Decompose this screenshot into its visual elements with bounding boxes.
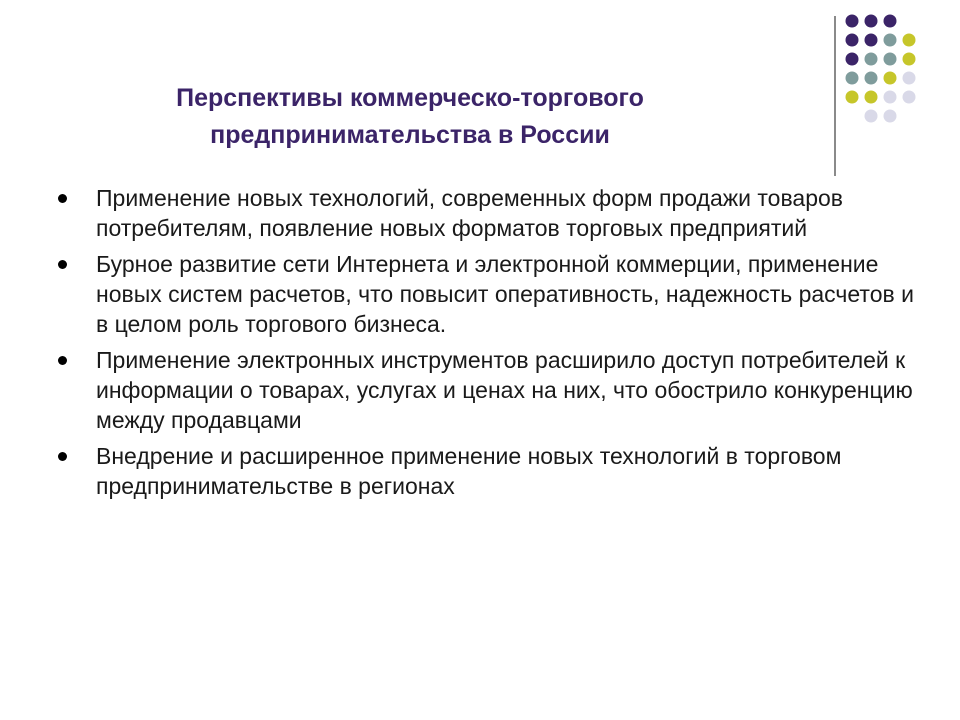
title-line-1: Перспективы коммерческо-торгового (176, 84, 644, 112)
title-line-2: предпринимательства в России (210, 121, 610, 149)
decor-dot (903, 53, 916, 66)
bullet-dot-icon (58, 260, 67, 269)
decor-dot (884, 15, 897, 28)
decor-dot (865, 72, 878, 85)
bullet-item-4 (58, 441, 918, 501)
decor-dot (903, 72, 916, 85)
decor-dot (884, 110, 897, 123)
bullet-dot-icon (58, 452, 67, 461)
decor-dot (865, 34, 878, 47)
decor-dot (865, 110, 878, 123)
bullet-dot-icon (58, 194, 67, 203)
decor-dot (846, 53, 859, 66)
decor-dot (865, 91, 878, 104)
decor-dot (884, 91, 897, 104)
decor-dot (846, 34, 859, 47)
bullet-list (58, 183, 918, 507)
bullet-dot-icon (58, 356, 67, 365)
bullet-text-4: Внедрение и расширенное применение новых технологий в торговом предпринимательстве в регионах (96, 443, 842, 499)
decorative-vertical-rule (834, 16, 836, 176)
decor-dot (865, 15, 878, 28)
bullet-text-1: Применение новых технологий, современных форм продажи товаров потребителям, появление новых форматов торговых предприятий (96, 185, 843, 241)
decor-dot (884, 53, 897, 66)
bullet-item-1 (58, 183, 918, 243)
decor-dot (903, 34, 916, 47)
decor-dot (846, 15, 859, 28)
decor-dot (903, 91, 916, 104)
bullet-item-3 (58, 345, 918, 435)
slide-title (120, 80, 700, 154)
bullet-text-2: Бурное развитие сети Интернета и электронной коммерции, применение новых систем расчетов, что повысит оперативность, надежность расчетов и в целом роль торгового бизнеса. (96, 251, 914, 337)
decor-dot (846, 91, 859, 104)
bullet-item-2 (58, 249, 918, 339)
decor-dot (865, 53, 878, 66)
decor-dot (846, 72, 859, 85)
decor-dot (884, 72, 897, 85)
decor-dot (884, 34, 897, 47)
bullet-text-3: Применение электронных инструментов расширило доступ потребителей к информации о товарах, услугах и ценах на них, что обострило конкуренцию между продавцами (96, 347, 913, 433)
